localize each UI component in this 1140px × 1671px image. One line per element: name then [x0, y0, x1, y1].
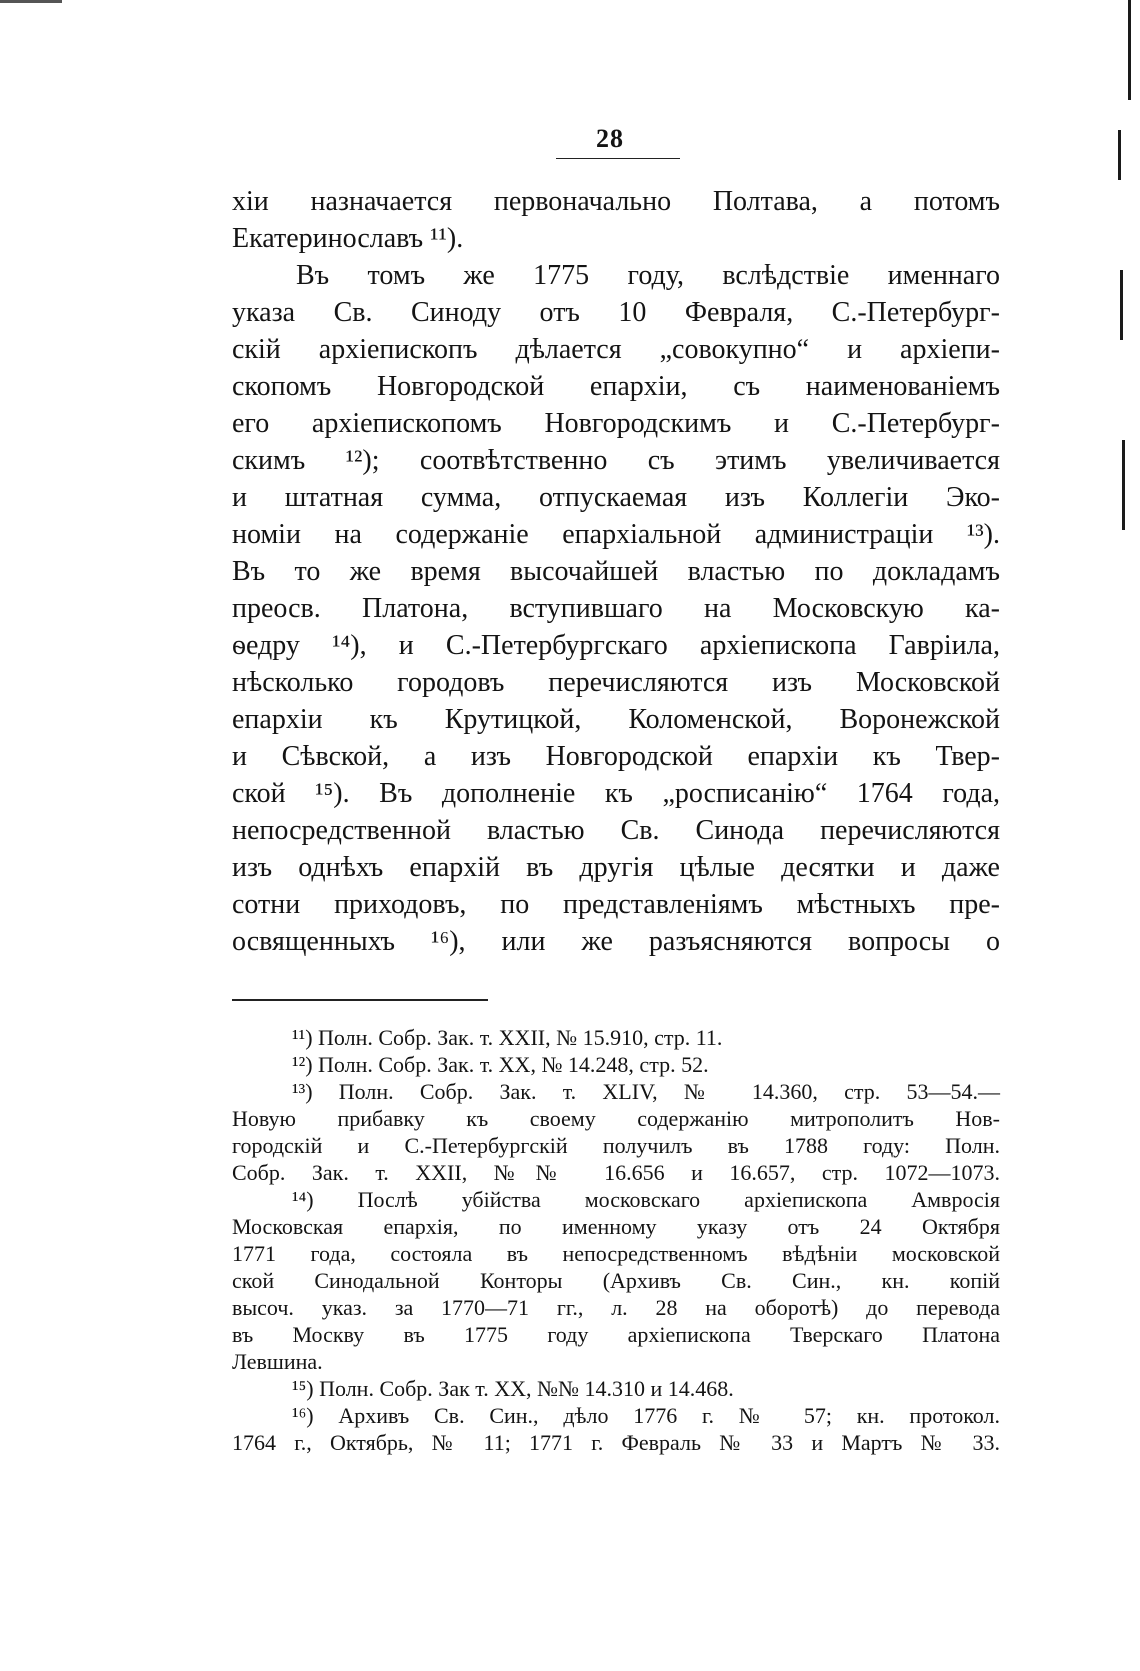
body-line: номіи на содержаніе епархіальной администраціи ¹³).: [232, 519, 1000, 550]
footnote-line: 1764 г., Октябрь, № 11; 1771 г. Февраль № 33 и Мартъ № 33.: [232, 1430, 1000, 1455]
body-line: непосредственной властью Св. Синода перечисляются: [232, 815, 1000, 846]
body-line: ѳедру ¹⁴), и С.-Петербургскаго архіепископа Гавріила,: [232, 630, 1000, 661]
body-line: скій архіепископъ дѣлается „совокупно“ и архіепи-: [232, 334, 1000, 365]
body-line: его архіепископомъ Новгородскимъ и С.-Петербург-: [232, 408, 1000, 439]
footnote-line: ¹⁴) Послѣ убійства московскаго архіепископа Амвросія: [292, 1187, 1000, 1212]
footnote-line: городскій и С.-Петербургскій получилъ въ 1788 году: Полн.: [232, 1133, 1000, 1158]
body-line: изъ однѣхъ епархій въ другія цѣлые десятки и даже: [232, 852, 1000, 883]
scan-edge-line: [1122, 440, 1125, 530]
footnote-line: Московская епархія, по именному указу отъ 24 Октября: [232, 1214, 1000, 1239]
footnote-line: ¹⁵) Полн. Собр. Зак т. XX, №№ 14.310 и 14.468.: [292, 1376, 734, 1401]
body-line: скопомъ Новгородской епархіи, съ наименованіемъ: [232, 371, 1000, 402]
footnote-line: высоч. указ. за 1770—71 гг., л. 28 на оборотѣ) до перевода: [232, 1295, 1000, 1320]
footnote-line: ¹²) Полн. Собр. Зак. т. XX, № 14.248, стр. 52.: [292, 1052, 709, 1077]
footnotes: [232, 1024, 1000, 1456]
body-line: хіи назначается первоначально Полтава, а потомъ: [232, 186, 1000, 217]
footnote-line: ¹³) Полн. Собр. Зак. т. XLIV, № 14.360, стр. 53—54.—: [292, 1079, 1000, 1104]
main-text: [232, 183, 1000, 960]
footnote-line: въ Москву въ 1775 году архіепископа Тверскаго Платона: [232, 1322, 1000, 1347]
body-line: Въ то же время высочайшей властью по докладамъ: [232, 556, 1000, 587]
body-line: Екатеринославъ ¹¹).: [232, 223, 464, 254]
body-line: Въ томъ же 1775 году, вслѣдствіе именнаго: [296, 260, 1000, 291]
body-line: указа Св. Синоду отъ 10 Февраля, С.-Петербург-: [232, 297, 1000, 328]
footnote-line: ¹¹) Полн. Собр. Зак. т. XXII, № 15.910, стр. 11.: [292, 1025, 723, 1050]
body-line: ской ¹⁵). Въ дополненіе къ „росписанію“ 1764 года,: [232, 778, 1000, 809]
body-line: и штатная сумма, отпускаемая изъ Коллегіи Эко-: [232, 482, 1000, 513]
footnote-line: ской Синодальной Конторы (Архивъ Св. Син., кн. копій: [232, 1268, 1000, 1293]
scan-edge-line: [1118, 130, 1121, 180]
body-line: епархіи къ Крутицкой, Коломенской, Воронежской: [232, 704, 1000, 735]
footnote-line: ¹⁶) Архивъ Св. Син., дѣло 1776 г. № 57; кн. протокол.: [292, 1403, 1000, 1428]
footnote-line: Собр. Зак. т. XXII, №№ 16.656 и 16.657, стр. 1072—1073.: [232, 1160, 1000, 1185]
footnote-line: Новую прибавку къ своему содержанію митрополитъ Нов-: [232, 1106, 1000, 1131]
body-line: освященныхъ ¹⁶), или же разъясняются вопросы о: [232, 926, 1000, 957]
body-line: преосв. Платона, вступившаго на Московскую ка-: [232, 593, 1000, 624]
body-line: и Сѣвской, а изъ Новгородской епархіи къ Твер-: [232, 741, 1000, 772]
body-line: сотни приходовъ, по представленіямъ мѣстныхъ пре-: [232, 889, 1000, 920]
scan-edge-line: [1120, 270, 1123, 340]
footnote-line: Левшина.: [232, 1349, 323, 1374]
scan-edge-mark: [0, 0, 62, 3]
page-number: 28: [596, 124, 624, 153]
footnote-line: 1771 года, состояла въ непосредственномъ вѣдѣніи московской: [232, 1241, 1000, 1266]
body-line: скимъ ¹²); соотвѣтственно съ этимъ увеличивается: [232, 445, 1000, 476]
footnote-separator: [232, 999, 488, 1001]
scan-edge-line: [1128, 0, 1131, 100]
body-line: нѣсколько городовъ перечисляются изъ Московской: [232, 667, 1000, 698]
page-number-rule: [556, 158, 680, 159]
